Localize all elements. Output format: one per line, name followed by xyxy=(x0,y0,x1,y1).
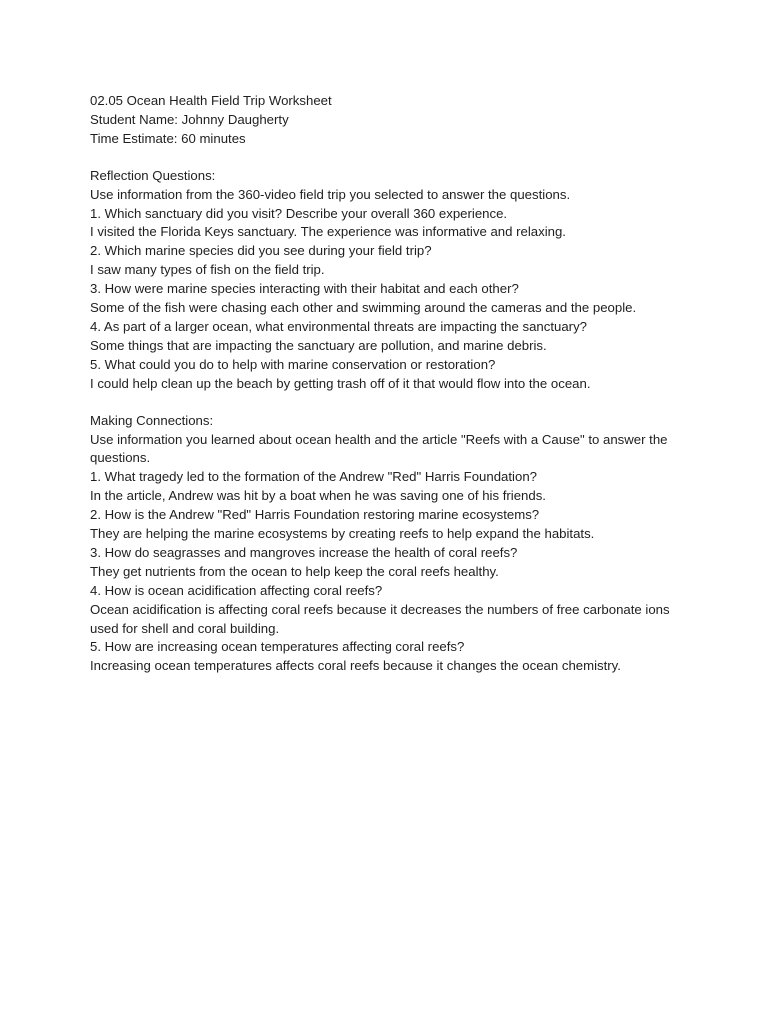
answer: Some of the fish were chasing each other and swimming around the cameras and the people. xyxy=(90,300,637,316)
question: 2. How is the Andrew "Red" Harris Foundation restoring marine ecosystems? xyxy=(90,507,540,523)
question: 4. As part of a larger ocean, what environmental threats are impacting the sanctuary? xyxy=(90,318,588,334)
question: 4. How is ocean acidification affecting coral reefs? xyxy=(90,582,383,598)
section-heading: Making Connections: xyxy=(90,412,214,428)
document-title: 02.05 Ocean Health Field Trip Worksheet xyxy=(90,93,332,108)
answer: I saw many types of fish on the field trip. xyxy=(90,262,325,278)
spacer xyxy=(90,394,728,412)
question: 5. How are increasing ocean temperatures affecting coral reefs? xyxy=(90,639,465,655)
answer: Ocean acidification is affecting coral reefs because it decreases the numbers of free carbonate ions used for shell and coral building. xyxy=(90,601,674,636)
spacer xyxy=(90,149,728,167)
question: 3. How do seagrasses and mangroves increase the health of coral reefs? xyxy=(90,544,518,560)
answer: Increasing ocean temperatures affects coral reefs because it changes the ocean chemistry. xyxy=(90,658,621,674)
answer: Some things that are impacting the sanctuary are pollution, and marine debris. xyxy=(90,337,547,353)
section-intro: Use information you learned about ocean health and the article "Reefs with a Cause" to answer the questions. xyxy=(90,431,672,466)
question: 5. What could you do to help with marine conservation or restoration? xyxy=(90,356,496,372)
question: 2. Which marine species did you see during your field trip? xyxy=(90,243,432,259)
answer: I could help clean up the beach by getting trash off of it that would flow into the ocean. xyxy=(90,375,591,391)
question: 3. How were marine species interacting with their habitat and each other? xyxy=(90,281,519,297)
time-estimate: Time Estimate: 60 minutes xyxy=(90,130,246,146)
section-intro: Use information from the 360-video field trip you selected to answer the questions. xyxy=(90,186,571,202)
section-heading: Reflection Questions: xyxy=(90,167,216,183)
student-name: Student Name: Johnny Daugherty xyxy=(90,111,289,127)
reflection-section xyxy=(90,167,728,394)
answer: In the article, Andrew was hit by a boat when he was saving one of his friends. xyxy=(90,488,546,504)
answer: They get nutrients from the ocean to help keep the coral reefs healthy. xyxy=(90,563,499,579)
question: 1. Which sanctuary did you visit? Describe your overall 360 experience. xyxy=(90,205,508,221)
connections-section xyxy=(90,412,728,677)
question: 1. What tragedy led to the formation of the Andrew "Red" Harris Foundation? xyxy=(90,469,537,485)
worksheet-header xyxy=(90,92,728,149)
answer: I visited the Florida Keys sanctuary. The experience was informative and relaxing. xyxy=(90,224,566,240)
answer: They are helping the marine ecosystems by creating reefs to help expand the habitats. xyxy=(90,526,595,542)
